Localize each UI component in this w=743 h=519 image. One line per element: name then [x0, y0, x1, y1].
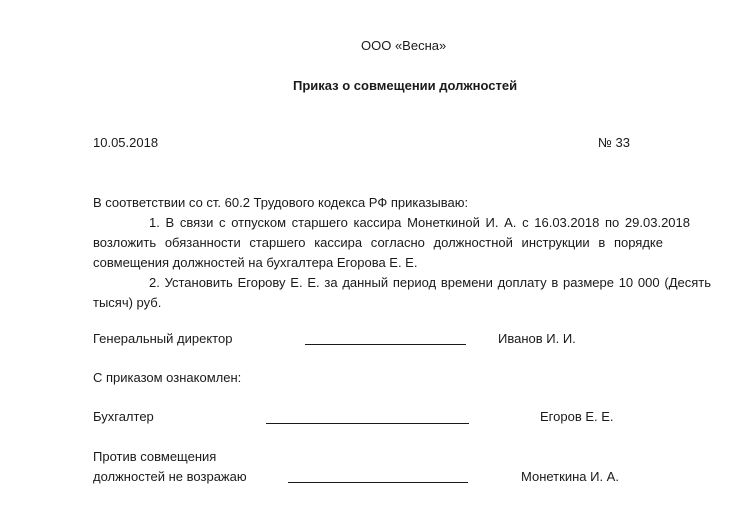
acquainted-label: С приказом ознакомлен: [93, 370, 242, 385]
consent-line-1: Против совмещения [93, 449, 217, 464]
director-role: Генеральный директор [93, 331, 233, 346]
item-2-line-1: 2. Установить Егорову Е. Е. за данный период времени доплату в размере 10 000 (Десять [149, 275, 711, 290]
item-2-line-2: тысяч) руб. [93, 295, 162, 310]
consent-line-2: должностей не возражаю [93, 469, 247, 484]
order-number: № 33 [598, 135, 631, 150]
company-name: ООО «Весна» [361, 38, 447, 53]
order-body [93, 193, 715, 313]
order-date: 10.05.2018 [93, 135, 159, 150]
cashier-name: Монеткина И. А. [521, 469, 619, 484]
intro-text: В соответствии со ст. 60.2 Трудового кодекса РФ приказываю: [93, 195, 469, 210]
item-1-line-3: совмещения должностей на бухгалтера Егорова Е. Е. [93, 255, 418, 270]
cashier-signature-line [288, 482, 468, 483]
item-1-line-2: возложить обязанности старшего кассира согласно должностной инструкции в порядке [93, 235, 663, 250]
item-1-line-1: 1. В связи с отпуском старшего кассира Монеткиной И. А. с 16.03.2018 по 29.03.2018 [149, 215, 690, 230]
director-name: Иванов И. И. [498, 331, 576, 346]
director-signature-line [305, 344, 466, 345]
document-title: Приказ о совмещении должностей [293, 78, 518, 93]
accountant-signature-line [266, 423, 469, 424]
accountant-name: Егоров Е. Е. [540, 409, 614, 424]
accountant-role: Бухгалтер [93, 409, 154, 424]
